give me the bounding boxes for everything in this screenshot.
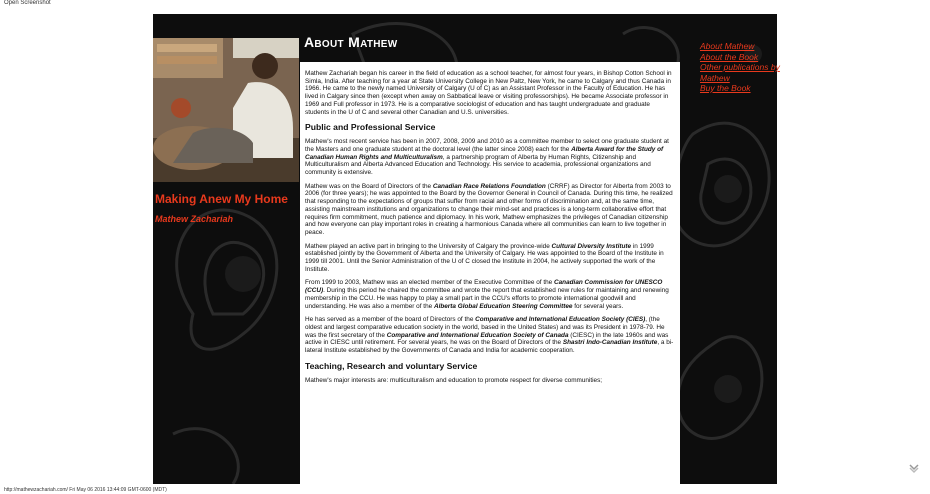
author-photo [153,38,299,182]
paragraph-cies: He has served as a member of the board of Directors of the Comparative and International Education Society (CIES), (the oldest and largest comparative education society in the world, based in the United States) and was its President in 1978-79. He was the first secretary of the Comparative and International Education Society of Canada (CIESC) in the late 1960s and was active in CIESC until retirement. For several years, he was on the Board of Directors of the Shastri Indo-Canadian Institute, a bi-lateral Institute established by the Governments of Canada and India for academic cooperation. [305,316,674,355]
emphasis-ccu: Canadian Commission for UNESCO (CCU) [305,279,663,295]
paragraph-crrf: Mathew was on the Board of Directors of the Canadian Race Relations Foundation (CRRF) as Director for Alberta from 2003 to 2006 (for three years); he was appointed to the Board by the Governor General in Council of Canada. During this time, he realized that responding to the expectations of groups that suffer from racial and other forms of discrimination and, at the same time, assisting mainstream institutions and organizations to change their mind-set and practices is a long-term collaborative effort that requires firm commitment, much patience and diplomacy. In his work, Mathew emphasizes the privileges of Canadian citizenship and how everyone can play important roles in creating a harmonious Canada where all communities can learn to live together in peace. [305,182,673,236]
emphasis-cies: Comparative and International Education Society (CIES) [475,316,646,324]
status-bar-url: http://mathewzachariah.com/ Fri May 06 2016 13:44:09 GMT-0600 (MDT) [4,487,167,493]
content-panel[interactable] [300,62,680,484]
window-title: Open Screenshot [4,0,51,6]
paragraph-interests: Mathew's major interests are: multiculturalism and education to promote respect for diverse communities; [305,376,603,384]
right-nav [700,41,780,94]
emphasis-award: Alberta Award for the Study of Canadian Human Rights and Multiculturalism [305,145,664,161]
scroll-down-icon[interactable] [908,462,920,474]
site-author: Mathew Zachariah [155,214,234,224]
nav-link-buy-book[interactable]: Buy the Book [700,83,751,93]
paragraph-unesco: From 1999 to 2003, Mathew was an elected member of the Executive Committee of the Canadian Commission for UNESCO (CCU). During this period he chaired the committee and wrote the report that established new rules for maintaining and renewing membership in the CCU. He was happy to play a small part in the CCU's efforts to promote international goodwill and understanding. He was also a member of the Alberta Global Education Steering Committee for several years. [305,279,669,310]
section-heading-public-service: Public and Professional Service [305,122,436,133]
nav-link-other-publications[interactable]: Other publications by Mathew [700,62,780,83]
emphasis-crrf: Canadian Race Relations Foundation [432,182,546,190]
page-heading: About Mathew [304,34,398,50]
paragraph-cdi: Mathew played an active part in bringing to the University of Calgary the province-wide Cultural Diversity Institute in 1999 established jointly by the Government of Alberta and the University of Calgary. He was appointed to the Board of the Institute in 1999 till 2001. Until the Senior Administration of the U of C closed the Institute in 2004, he actively supported the work of the Institute. [305,242,664,273]
site-title: Making Anew My Home [155,192,288,206]
paragraph-awards: Mathew's most recent service has been in 2007, 2008, 2009 and 2010 as a committee member to select one graduate student at the Masters and one graduate student at the doctoral level (the latter since 2008) each for the Alberta Award for the Study of Canadian Human Rights and Multiculturalism, a partnership program of Alberta by Human Rights, Citizenship and Multiculturalism and Alberta Advanced Education and Technology. His service to academia, professional organizations and community is extensive. [305,138,669,177]
nav-link-about-book[interactable]: About the Book [700,51,759,62]
paragraph-intro: Mathew Zachariah began his career in the field of education as a school teacher, for almost four years, in Bishop Cotton School in Simla, India. After teaching for a year at State University College in New Paltz, New York, he came to Calgary and thus Canada in 1966. He came to the newly named University of Calgary (U of C) as an Assistant Professor in the Faculty of Education. He has lived in Calgary since then (except when away on Sabbatical leave or visiting professorships). He became Associate professor in 1969 and Full professor in 1973. He is a comparative sociologist of education and has taught undergraduate and graduate students in the U of C and several other Canadian and U.S. universities. [305,70,672,116]
emphasis-agesc: Alberta Global Education Steering Committee [433,302,573,310]
emphasis-ciesc: Comparative and International Education Society of Canada [386,331,569,339]
nav-link-about-mathew[interactable]: About Mathew [700,41,755,51]
emphasis-cdi: Cultural Diversity Institute [551,242,632,250]
section-heading-teaching: Teaching, Research and voluntary Service [305,360,478,371]
emphasis-shastri: Shastri Indo-Canadian Institute [562,339,658,347]
